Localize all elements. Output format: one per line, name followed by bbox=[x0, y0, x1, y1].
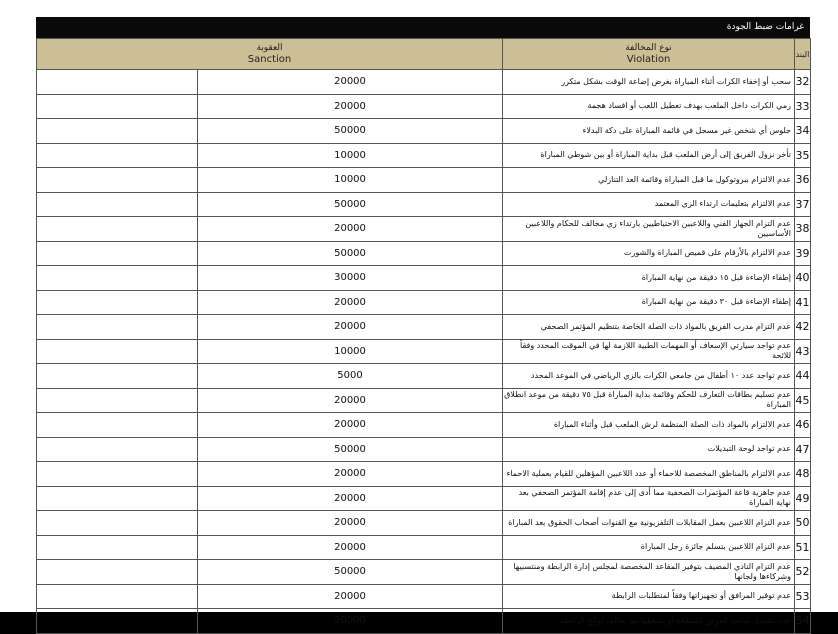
table-row bbox=[37, 315, 811, 340]
sanction-cell: 20000 bbox=[198, 315, 503, 340]
header-violation-ar: نوع المخالفة bbox=[625, 43, 672, 53]
violation-cell: عدم التزام اللاعبين بعمل المقابلات التلفزيونية مع القنوات أصحاب الحقوق بعد المباراة bbox=[503, 511, 795, 536]
row-number: 48 bbox=[795, 462, 811, 487]
table-row bbox=[37, 192, 811, 217]
table-row bbox=[37, 535, 811, 560]
table-row bbox=[37, 486, 811, 511]
blank-cell bbox=[37, 217, 198, 242]
table-row bbox=[37, 364, 811, 389]
blank-cell bbox=[37, 609, 198, 634]
blank-cell bbox=[37, 486, 198, 511]
violation-cell: رمي الكرات داخل الملعب بهدف تعطيل اللعب أو افساد هجمة bbox=[503, 94, 795, 119]
sanction-cell: 50000 bbox=[198, 560, 503, 585]
table-header-row bbox=[37, 39, 811, 70]
violation-cell: سحب أو إخفاء الكرات أثناء المباراة بغرض إضاعة الوقت بشكل متكرر bbox=[503, 70, 795, 95]
sanction-cell: 20000 bbox=[198, 584, 503, 609]
table-title: غرامات ضبط الجودة bbox=[36, 17, 810, 38]
violation-cell: عدم جاهزية قاعة المؤتمرات الصحفية مما أدى إلى عدم إقامة المؤتمر الصحفي بعد نهاية المباراة bbox=[503, 486, 795, 511]
table-row bbox=[37, 217, 811, 242]
violation-cell: عدم تواجد لوحة التبديلات bbox=[503, 437, 795, 462]
row-number: 47 bbox=[795, 437, 811, 462]
table-row bbox=[37, 168, 811, 193]
table-row bbox=[37, 511, 811, 536]
row-number: 43 bbox=[795, 339, 811, 364]
blank-cell bbox=[37, 364, 198, 389]
sanction-cell: 20000 bbox=[198, 462, 503, 487]
header-sanction-en: Sanction bbox=[247, 54, 292, 65]
table-row bbox=[37, 94, 811, 119]
sanction-cell: 20000 bbox=[198, 217, 503, 242]
violation-cell: جلوس أي شخص غير مسجل في قائمة المباراة على دكة البدلاء bbox=[503, 119, 795, 144]
table-row bbox=[37, 241, 811, 266]
blank-cell bbox=[37, 315, 198, 340]
row-number: 45 bbox=[795, 388, 811, 413]
row-number: 42 bbox=[795, 315, 811, 340]
row-number: 41 bbox=[795, 290, 811, 315]
row-number: 40 bbox=[795, 266, 811, 291]
table-row bbox=[37, 266, 811, 291]
row-number: 53 bbox=[795, 584, 811, 609]
violation-cell: عدم التزام مدرب الفريق بالمواد ذات الصلة الخاصة بتنظيم المؤتمر الصحفي bbox=[503, 315, 795, 340]
blank-cell bbox=[37, 168, 198, 193]
row-number: 32 bbox=[795, 70, 811, 95]
blank-cell bbox=[37, 266, 198, 291]
violation-cell: إطفاء الإضاءة قبل ٣٠ دقيقة من نهاية المباراة bbox=[503, 290, 795, 315]
blank-cell bbox=[37, 511, 198, 536]
table-row bbox=[37, 462, 811, 487]
sanction-cell: 20000 bbox=[198, 290, 503, 315]
sanction-cell: 50000 bbox=[198, 119, 503, 144]
sanction-cell: 50000 bbox=[198, 437, 503, 462]
blank-cell bbox=[37, 143, 198, 168]
table-row bbox=[37, 290, 811, 315]
blank-cell bbox=[37, 462, 198, 487]
table-row bbox=[37, 437, 811, 462]
violation-cell: عدم تسليم بطاقات التعارف للحكم وقائمة بداية المباراة قبل ٧٥ دقيقة من موعد انطلاق المباراة bbox=[503, 388, 795, 413]
violation-cell: عدم تواجد عدد ١٠ أطفال من جامعي الكرات بالزي الرياضي في الموعد المحدد bbox=[503, 364, 795, 389]
fines-table bbox=[36, 38, 811, 634]
row-number: 54 bbox=[795, 609, 811, 634]
table-row bbox=[37, 388, 811, 413]
violation-cell: عدم الالتزام بتعليمات ارتداء الزي المعتمد bbox=[503, 192, 795, 217]
blank-cell bbox=[37, 584, 198, 609]
row-number: 36 bbox=[795, 168, 811, 193]
header-number: البند bbox=[795, 39, 811, 70]
sanction-cell: 10000 bbox=[198, 339, 503, 364]
violation-cell: عدم الالتزام بالمواد ذات الصلة المنظمة لرش الملعب قبل وأثناء المباراة bbox=[503, 413, 795, 438]
violation-cell: عدم التزام النادي المضيف بتوفير المقاعد المخصصة لمجلس إدارة الرابطة ومنتسبيها وشركاءها ولجانها bbox=[503, 560, 795, 585]
row-number: 50 bbox=[795, 511, 811, 536]
violation-cell: عدم تواجد سيارتي الإسعاف أو المهمات الطبية اللازمة لها في الموقت المحدد وفقاً للائحة bbox=[503, 339, 795, 364]
sanction-cell: 10000 bbox=[198, 143, 503, 168]
blank-cell bbox=[37, 388, 198, 413]
blank-cell bbox=[37, 241, 198, 266]
sanction-cell: 50000 bbox=[198, 192, 503, 217]
header-sanction bbox=[37, 39, 503, 70]
sanction-cell: 50000 bbox=[198, 241, 503, 266]
sanction-cell: 20000 bbox=[198, 535, 503, 560]
table-row bbox=[37, 609, 811, 634]
violation-cell: عدم الالتزام ببروتوكول ما قبل المباراة وقائمة العد التنازلي bbox=[503, 168, 795, 193]
sanction-cell: 20000 bbox=[198, 70, 503, 95]
row-number: 37 bbox=[795, 192, 811, 217]
blank-cell bbox=[37, 339, 198, 364]
sanction-cell: 20000 bbox=[198, 511, 503, 536]
sanction-cell: 20000 bbox=[198, 486, 503, 511]
row-number: 34 bbox=[795, 119, 811, 144]
blank-cell bbox=[37, 535, 198, 560]
violation-cell: عدم الالتزام بالمناطق المخصصة للاحماء أو عدد اللاعبين المؤهلين للقيام بعملية الاحماء bbox=[503, 462, 795, 487]
sanction-cell: 10000 bbox=[198, 168, 503, 193]
header-sanction-ar: العقوبة bbox=[256, 43, 283, 53]
blank-cell bbox=[37, 119, 198, 144]
row-number: 35 bbox=[795, 143, 811, 168]
blank-cell bbox=[37, 437, 198, 462]
violation-cell: إطفاء الإضاءة قبل ١٥ دقيقة من نهاية المباراة bbox=[503, 266, 795, 291]
header-violation bbox=[503, 39, 795, 70]
row-number: 46 bbox=[795, 413, 811, 438]
sanction-cell: 20000 bbox=[198, 609, 503, 634]
fines-table-container bbox=[36, 17, 810, 634]
blank-cell bbox=[37, 192, 198, 217]
row-number: 51 bbox=[795, 535, 811, 560]
sanction-cell: 5000 bbox=[198, 364, 503, 389]
violation-cell: عدم تشغيل شاشة العرض العملاقة أو تشغيلها بما يخالف لوائح الرابطة bbox=[503, 609, 795, 634]
violation-cell: عدم التزام اللاعبين بتسلم جائزة رجل المباراة bbox=[503, 535, 795, 560]
table-row bbox=[37, 70, 811, 95]
table-row bbox=[37, 560, 811, 585]
table-row bbox=[37, 119, 811, 144]
blank-cell bbox=[37, 70, 198, 95]
violation-cell: عدم الالتزام بالأرقام على قميص المباراة والشورت bbox=[503, 241, 795, 266]
header-violation-en: Violation bbox=[626, 54, 671, 65]
violation-cell: عدم توفير المرافق أو تجهيزاتها وفقاً لمتطلبات الرابطة bbox=[503, 584, 795, 609]
violation-cell: عدم التزام الجهاز الفني واللاعبين الاحتياطيين بارتداء زي مخالف للحكام واللاعبين الأساسيين bbox=[503, 217, 795, 242]
sanction-cell: 20000 bbox=[198, 388, 503, 413]
row-number: 38 bbox=[795, 217, 811, 242]
row-number: 39 bbox=[795, 241, 811, 266]
blank-cell bbox=[37, 290, 198, 315]
table-row bbox=[37, 339, 811, 364]
row-number: 49 bbox=[795, 486, 811, 511]
violation-cell: تأخر نزول الفريق إلى أرض الملعب قبل بداية المباراة أو بين شوطي المباراة bbox=[503, 143, 795, 168]
row-number: 52 bbox=[795, 560, 811, 585]
sanction-cell: 20000 bbox=[198, 413, 503, 438]
table-row bbox=[37, 143, 811, 168]
table-row bbox=[37, 584, 811, 609]
blank-cell bbox=[37, 560, 198, 585]
row-number: 33 bbox=[795, 94, 811, 119]
table-row bbox=[37, 413, 811, 438]
row-number: 44 bbox=[795, 364, 811, 389]
blank-cell bbox=[37, 94, 198, 119]
sanction-cell: 20000 bbox=[198, 94, 503, 119]
sanction-cell: 30000 bbox=[198, 266, 503, 291]
blank-cell bbox=[37, 413, 198, 438]
